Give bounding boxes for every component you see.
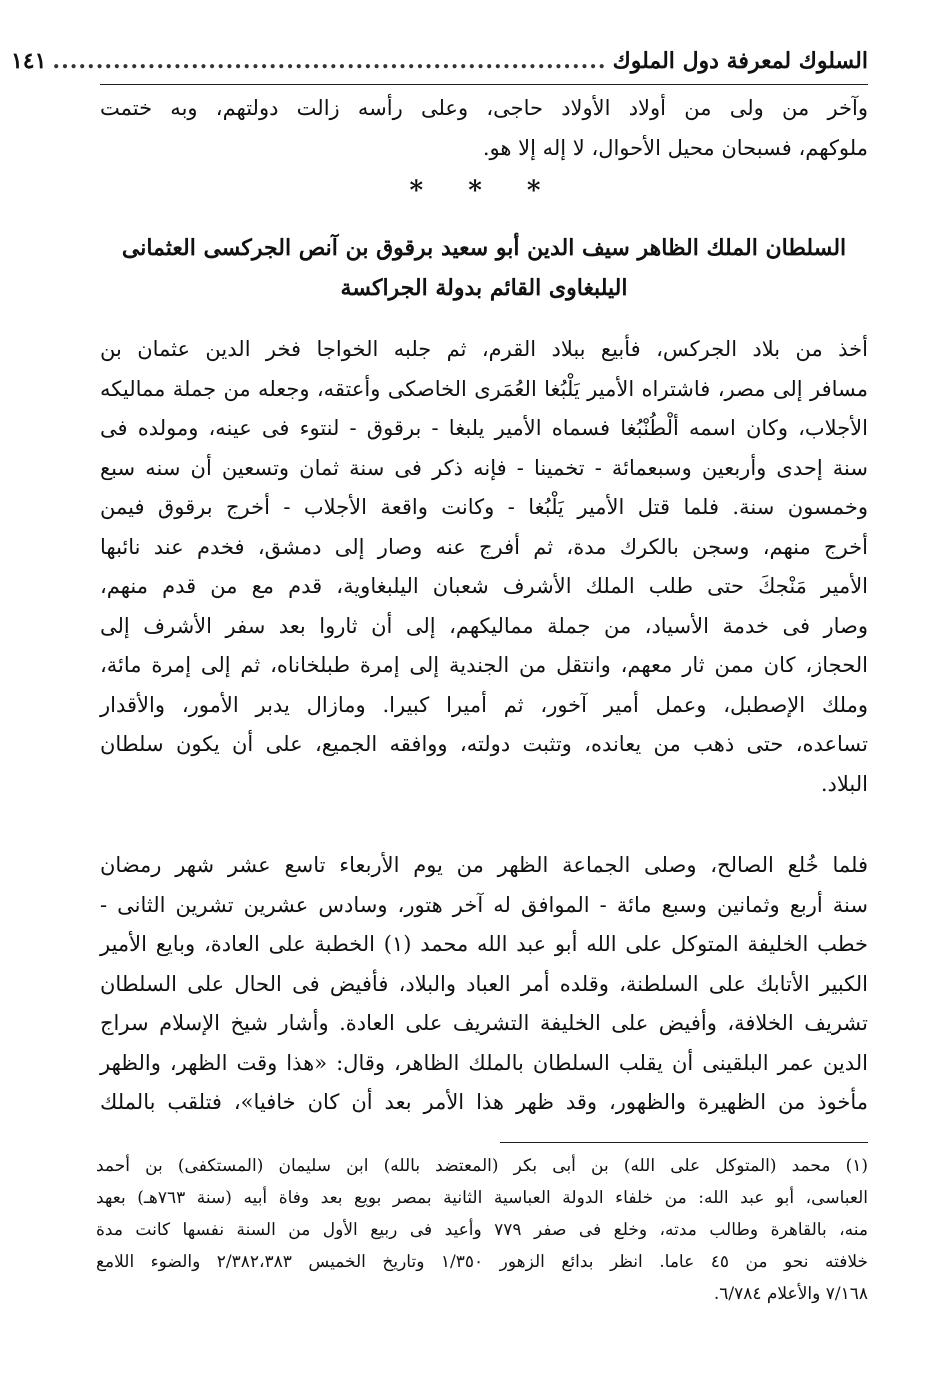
footnote-line: العباسى، أبو عبد الله: من خلفاء الدولة العباسية الثانية بمصر بويع بعد وفاة أبيه (سنة ٧٦٣هـ) بعهد: [96, 1188, 868, 1208]
paragraph-biography: [100, 330, 868, 804]
text-line: وآخر من ولى من أولاد الأولاد حاجى، وعلى رأسه زالت دولتهم، وبه ختمت: [100, 96, 868, 120]
text-line: وصار فى خدمة الأسياد، من جملة مماليكهم، إلى أن ثاروا بعد سفر الأشرف إلى: [100, 613, 868, 638]
text-line: الحجاز، كان ممن ثار معهم، وانتقل من الجندية إلى إمرة طبلخاناه، ثم إلى إمرة مائة،: [100, 653, 868, 677]
text-line: تساعده، حتى ذهب من يعانده، وتثبت دولته، ووافقه الجميع، على أن يكون سلطان: [100, 732, 868, 756]
footnote-line: خلافته نحو من ٤٥ عاما. انظر بدائع الزهور ١/٣٥٠ وتاريخ الخميس ٢/٣٨٢،٣٨٣ والضوء اللامع: [96, 1252, 868, 1272]
text-line: البلاد.: [820, 771, 868, 796]
footnote-line: (١) محمد (المتوكل على الله) بن أبى بكر (المعتضد بالله) ابن سليمان (المستكفى) بن أحمد: [96, 1156, 868, 1176]
text-line: أخذ من بلاد الجركس، فأبيع ببلاد القرم، ثم جلبه الخواجا فخر الدين عثمان بن: [100, 337, 868, 361]
text-line: الأمير مَنْجكَ حتى طلب الملك الأشرف شعبان اليلبغاوية، قدم مع من قدم منهم،: [100, 574, 868, 598]
section-title: [100, 228, 868, 308]
page-number: ١٤١: [10, 48, 47, 74]
text-line: الدين عمر البلقينى أن يقلب السلطان بالملك الظاهر، وقال: «هذا وقت الظهر، والظهر: [100, 1050, 868, 1075]
footnotes: [96, 1150, 868, 1310]
text-line: وخمسون سنة. فلما قتل الأمير يَلْبُغا - وكانت واقعة الأجلاب - أخرج برقوق فيمن: [100, 495, 868, 519]
running-header: [10, 38, 868, 85]
title-line: السلطان الملك الظاهر سيف الدين أبو سعيد برقوق بن آنص الجركسى العثمانى: [121, 235, 847, 261]
book-title: السلوك لمعرفة دول الملوك: [612, 48, 868, 74]
footnote-line: ٧/١٦٨ والأعلام ٦/٧٨٤.: [713, 1284, 868, 1304]
text-line: فلما خُلع الصالح، وصلى الجماعة الظهر من يوم الأربعاء تاسع عشر شهر رمضان: [100, 853, 868, 877]
text-line: أخرج منهم، وسجن بالكرك مدة، ثم أفرج عنه وصار إلى دمشق، فخدم عند نائبها: [100, 534, 868, 559]
section-separator: * * *: [409, 176, 559, 206]
text-line: ملوكهم، فسبحان محيل الأحوال، لا إله إلا هو.: [482, 136, 868, 160]
text-line: خطب الخليفة المتوكل على الله أبو عبد الله محمد (١) الخطبة على العادة، وبايع الأمير: [100, 932, 868, 956]
text-line: تشريف الخلافة، وأفيض على الخليفة التشريف على العادة. وأشار شيخ الإسلام سراج: [100, 1011, 868, 1035]
leader-dots: ................................................................: [52, 48, 607, 74]
text-line: مسافر إلى مصر، فاشتراه الأمير يَلْبُغا العُمَرى الخاصكى وأعتقه، وجعله من جملة مماليكه: [100, 376, 868, 401]
text-line: سنة أربع وثمانين وسبع مائة - الموافق له آخر هتور، وسادس عشرين تشرين الثانى -: [100, 892, 868, 917]
text-line: مأخوذ من الظهيرة والظهور، وقد ظهر هذا الأمر بعد أن كان خافيا»، فتلقب بالملك: [100, 1090, 868, 1114]
text-line: الأجلاب، وكان اسمه ألْطُنْبُغا فسماه الأمير يلبغا - برقوق - لنتوء فى عينه، ومولده فى: [100, 416, 868, 440]
intro-paragraph: [100, 88, 868, 168]
text-line: وملك الإصطبل، وعمل أمير آخور، ثم أميرا كبيرا. ومازال يدبر الأمور، والأقدار: [100, 692, 868, 717]
paragraph-accession: [100, 846, 868, 1123]
text-line: الكبير الأتابك على السلطنة، وقلده أمر العباد والبلاد، فأفيض فى الحال على السلطان: [100, 971, 868, 996]
footnote-divider: [500, 1142, 868, 1143]
title-line: اليلبغاوى القائم بدولة الجراكسة: [340, 275, 628, 301]
text-line: سنة إحدى وأربعين وسبعمائة - تخمينا - فإنه ذكر فى سنة ثمان وتسعين أن سنه سبع: [100, 455, 868, 480]
footnote-line: منه، بالقاهرة وطالب مدته، وخلع فى صفر ٧٧٩ وأعيد فى ربيع الأول من السنة نفسها كانت مدة: [96, 1220, 868, 1240]
